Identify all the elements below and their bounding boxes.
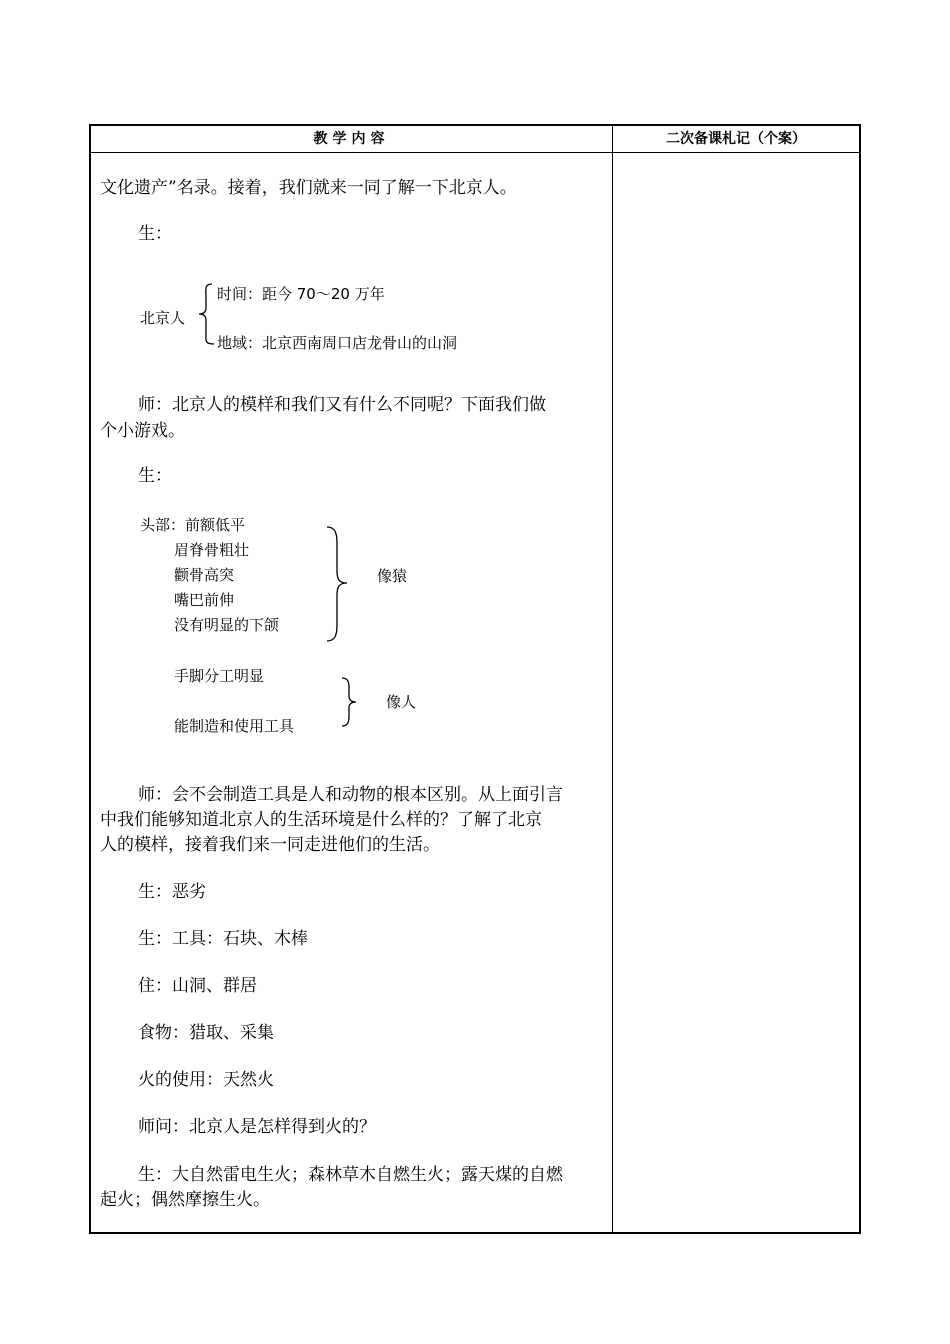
diagram-root-label: 北京人 — [140, 309, 186, 327]
diagram-human-item: 能制造和使用工具 — [174, 717, 295, 735]
paragraph: 生：恶劣 — [138, 882, 206, 902]
paragraph: 食物：猎取、采集 — [138, 1023, 274, 1043]
diagram-head-label: 头部：前额低平 — [140, 516, 246, 534]
second-prep-notes-cell — [612, 152, 858, 1232]
diagram-item: 眉脊骨粗壮 — [174, 541, 250, 559]
paragraph: 生：大自然雷电生火；森林草木自燃生火；露天煤的自燃 — [138, 1165, 563, 1185]
diagram-item: 颧骨高突 — [174, 566, 235, 584]
header-teaching-content: 教学内容 — [313, 131, 390, 147]
header-second-prep-notes: 二次备课札记（个案） — [666, 131, 806, 147]
diagram-branch-time: 时间：距今 70～20 万年 — [217, 285, 385, 303]
diagram-human-label: 像人 — [386, 693, 417, 711]
paragraph: 起火；偶然摩擦生火。 — [100, 1190, 270, 1210]
paragraph: 人的模样，接着我们来一同走进他们的生活。 — [100, 835, 440, 855]
paragraph: 师：会不会制造工具是人和动物的根本区别。从上面引言 — [138, 785, 563, 805]
table-header-row — [91, 126, 859, 153]
paragraph: 火的使用：天然火 — [138, 1070, 274, 1090]
paragraph: 师问：北京人是怎样得到火的？ — [138, 1117, 376, 1137]
diagram-item: 嘴巴前伸 — [174, 591, 235, 609]
diagram-branch-region: 地域：北京西南周口店龙骨山的山洞 — [217, 334, 458, 352]
paragraph: 个小游戏。 — [100, 421, 185, 441]
diagram-item: 没有明显的下颌 — [174, 616, 280, 634]
paragraph: 生： — [138, 224, 172, 244]
paragraph: 住：山洞、群居 — [138, 976, 257, 996]
paragraph: 生：工具：石块、木棒 — [138, 929, 308, 949]
paragraph: 文化遗产”名录。接着，我们就来一同了解一下北京人。 — [100, 178, 517, 198]
diagram-ape-label: 像猿 — [377, 567, 408, 585]
paragraph: 中我们能够知道北京人的生活环境是什么样的？了解了北京 — [100, 810, 542, 830]
diagram-human-item: 手脚分工明显 — [174, 667, 265, 685]
paragraph: 师：北京人的模样和我们又有什么不同呢？下面我们做 — [138, 395, 546, 415]
paragraph: 生： — [138, 466, 172, 486]
